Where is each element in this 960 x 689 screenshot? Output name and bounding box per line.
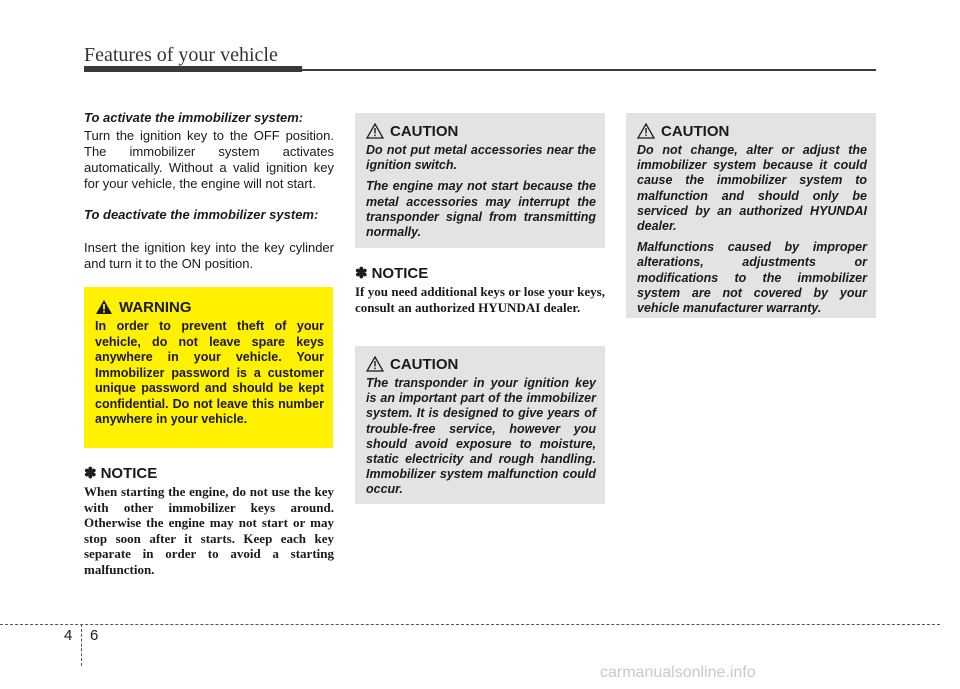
- warning-box: [84, 287, 333, 448]
- page-number: 6: [90, 627, 99, 644]
- notice2-text: If you need additional keys or lose your keys, consult an authorized HYUNDAI dealer.: [355, 284, 605, 315]
- caution-box-1: [355, 113, 605, 248]
- asterisk-icon: ✽: [355, 265, 368, 282]
- footer-page-divider: [81, 624, 82, 666]
- header-rule-thick: [84, 66, 302, 72]
- caution-triangle-icon: [366, 356, 384, 372]
- caution2-header: [366, 354, 596, 374]
- header-rule-thin: [302, 69, 876, 71]
- activate-heading: To activate the immobilizer system:: [84, 110, 304, 125]
- caution3-header: [637, 121, 867, 141]
- caution3-p2: Malfunctions caused by improper alterations, adjustments or modifications to the immobilizer system are not covered by your vehicle manufacturer warranty.: [637, 240, 867, 316]
- deactivate-body: Insert the ignition key into the key cylinder and turn it to the ON position.: [84, 240, 334, 271]
- warning-header: [95, 297, 324, 317]
- chapter-number: 4: [64, 627, 73, 644]
- caution-box-2: [355, 346, 605, 504]
- caution1-p2: The engine may not start because the metal accessories may interrupt the transponder signal from transmitting normally.: [366, 179, 596, 240]
- caution2-title: CAUTION: [390, 355, 459, 373]
- warning-triangle-icon: [95, 299, 113, 315]
- notice2-title: NOTICE: [371, 264, 429, 282]
- caution-box-3: [626, 113, 876, 318]
- deactivate-heading: To deactivate the immobilizer system:: [84, 207, 319, 222]
- footer-dashed-rule: [0, 624, 940, 625]
- notice1-title: NOTICE: [100, 464, 158, 482]
- notice1-heading: [84, 464, 334, 482]
- caution3-title: CAUTION: [661, 122, 730, 140]
- warning-text: In order to prevent theft of your vehicle, do not leave spare keys anywhere in your vehicle. Your Immobilizer password is a customer unique password and should be kept confidential. Do not leave this number anywhere in your vehicle.: [95, 319, 324, 426]
- caution2-text: The transponder in your ignition key is an important part of the immobilizer system. It is designed to give years of trouble-free service, however you should avoid exposure to moisture, static electricity and rough handling. Immobilizer system malfunction could occur.: [366, 376, 596, 497]
- caution-triangle-icon: [366, 123, 384, 139]
- notice1-text: When starting the engine, do not use the key with other immobilizer keys around. Otherwise the engine may not start or may stop soon after it starts. Keep each key separate in order to avoid a starting malfunction.: [84, 484, 334, 577]
- caution3-p1: Do not change, alter or adjust the immobilizer system because it could cause the immobilizer system to malfunction and should only be serviced by an authorized HYUNDAI dealer.: [637, 143, 867, 234]
- page-header-title: Features of your vehicle: [84, 44, 278, 66]
- caution1-header: [366, 121, 596, 141]
- activate-body: Turn the ignition key to the OFF position. The immobilizer system activates automatically. Without a valid ignition key for your vehicle, the engine will not start.: [84, 128, 334, 191]
- caution1-title: CAUTION: [390, 122, 459, 140]
- caution-triangle-icon: [637, 123, 655, 139]
- asterisk-icon: ✽: [84, 465, 97, 482]
- notice2-heading: [355, 264, 605, 282]
- watermark: carmanualsonline.info: [600, 664, 756, 681]
- warning-title: WARNING: [119, 298, 192, 316]
- caution1-p1: Do not put metal accessories near the ignition switch.: [366, 143, 596, 173]
